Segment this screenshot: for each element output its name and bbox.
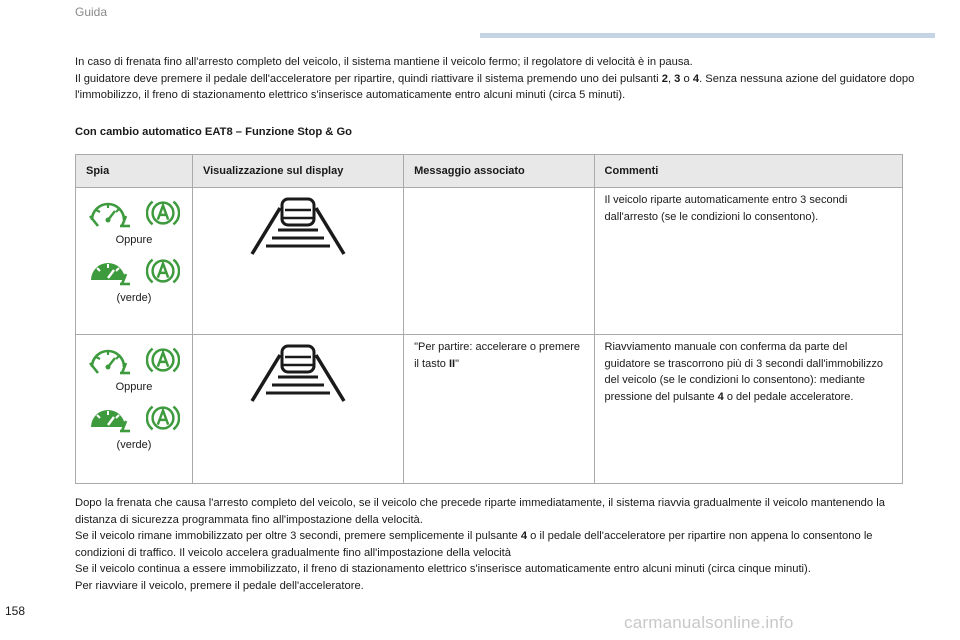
- outro-line2-c: o il pedale dell'acceleratore per ripartire non appena lo consentono le condizioni di traffico. Il veicolo accelera gradualmente fino all'impostazione della velocità: [75, 530, 873, 559]
- column-header-display: Visualizzazione sul display: [192, 155, 403, 188]
- watermark: carmanualsonline.info: [624, 613, 794, 632]
- message-end: ": [455, 357, 459, 370]
- comment-end: o del pedale acceleratore.: [723, 390, 854, 403]
- spia-cell: [76, 188, 193, 335]
- message-cell: [404, 188, 594, 335]
- outro-line2-a: Se il veicolo rimane immobilizzato per oltre 3 secondi, premere semplicemente il pulsante: [75, 530, 521, 542]
- header-label: Guida: [75, 5, 108, 19]
- column-header-comments: Commenti: [594, 155, 902, 188]
- car-lanes-display-icon: [248, 343, 348, 403]
- page-number: 158: [5, 604, 26, 618]
- auto-a-green-icon: [146, 401, 180, 435]
- table-row: [76, 335, 903, 484]
- comment-text: Riavviamento manuale con conferma da parte del guidatore se trascorrono più di 3 secondi dall'immobilizzo del veicolo (se le condizioni lo consentono): mediante pressione del pulsante: [604, 341, 883, 403]
- comment-key: 4: [717, 390, 724, 403]
- car-lanes-display-icon: [248, 196, 348, 256]
- column-header-message: Messaggio associato: [404, 155, 594, 188]
- intro-line2-c: . Senza nessuna azione del guidatore dopo l'immobilizzo, il freno di stazionamento elettrico s'inserisce automaticamente entro alcuni minuti (circa 5 minuti).: [75, 72, 915, 101]
- outro-line1: Dopo la frenata che causa l'arresto completo del veicolo, se il veicolo che precede riparte immediatamente, il sistema riavvia gradualmente il veicolo mantenendo la distanza di sicurezza programmata fino all'impostazione della velocità.: [75, 497, 885, 526]
- stop-go-table: [75, 154, 903, 484]
- display-cell: [192, 335, 403, 484]
- button-ref-3: 3: [674, 72, 681, 85]
- intro-sep1: ,: [667, 72, 675, 85]
- section-title: Con cambio automatico EAT8 – Funzione Stop & Go: [75, 126, 353, 138]
- message-text: "Per partire: accelerare o premere il tasto: [414, 341, 581, 370]
- or-label: Oppure: [115, 381, 153, 393]
- column-header-spia: Spia: [76, 155, 193, 188]
- outro-paragraph: [75, 495, 915, 594]
- outro-button-ref-4: 4: [520, 530, 528, 542]
- comment-cell: [594, 188, 902, 335]
- gauge-green-icon: [88, 401, 132, 435]
- or-label: Oppure: [115, 234, 153, 246]
- gauge-outline-icon: [88, 343, 132, 377]
- comment-cell: [594, 335, 902, 484]
- green-label: (verde): [116, 292, 152, 304]
- outro-line3: Se il veicolo continua a essere immobilizzato, il freno di stazionamento elettrico s'inserisce automaticamente entro alcuni minuti (circa cinque minuti).: [75, 563, 811, 575]
- button-ref-4: 4: [692, 72, 700, 85]
- gauge-outline-icon: [88, 196, 132, 230]
- message-key: II: [448, 357, 456, 370]
- auto-a-outline-icon: [146, 343, 180, 377]
- auto-a-green-icon: [146, 254, 180, 288]
- button-ref-2: 2: [661, 72, 668, 85]
- intro-paragraph: [75, 54, 915, 104]
- display-cell: [192, 188, 403, 335]
- header-bar: [480, 33, 935, 38]
- spia-cell: [76, 335, 193, 484]
- outro-line4: Per riavviare il veicolo, premere il pedale dell'acceleratore.: [75, 579, 364, 592]
- table-header-row: [76, 155, 903, 188]
- comment-text: Il veicolo riparte automaticamente entro 3 secondi dall'arresto (se le condizioni lo consentono).: [604, 194, 848, 223]
- intro-line2-a: Il guidatore deve premere il pedale dell'acceleratore per ripartire, quindi riattivare il sistema premendo uno dei pulsanti: [75, 72, 662, 85]
- green-label: (verde): [116, 439, 152, 451]
- table-row: [76, 188, 903, 335]
- intro-line1: In caso di frenata fino all'arresto completo del veicolo, il sistema mantiene il veicolo fermo; il regolatore di velocità è in pausa.: [75, 56, 693, 68]
- intro-sep2: o: [680, 72, 693, 85]
- auto-a-outline-icon: [146, 196, 180, 230]
- gauge-green-icon: [88, 254, 132, 288]
- message-cell: [404, 335, 594, 484]
